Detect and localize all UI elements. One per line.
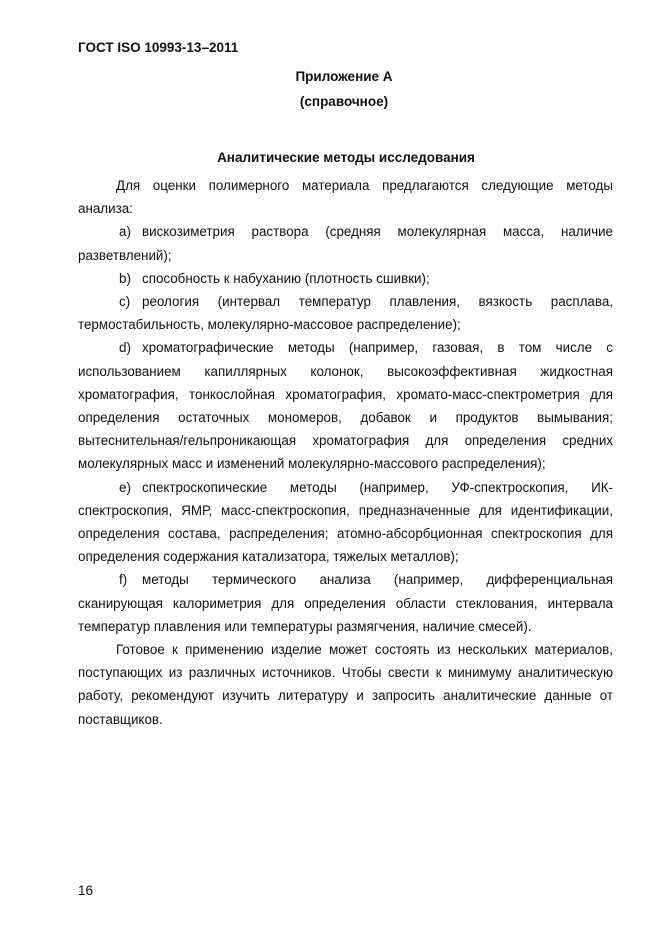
list-marker: f)	[119, 572, 128, 588]
list-item	[78, 290, 613, 336]
list-item	[78, 568, 613, 638]
list-marker: b)	[119, 270, 131, 286]
list-item	[78, 476, 613, 569]
annex-type: (справочное)	[299, 94, 389, 109]
list-marker: d)	[119, 340, 131, 356]
list-marker: e)	[119, 479, 131, 495]
section-title: Аналитические методы исследования	[217, 150, 475, 165]
intro-paragraph: Для оценки полимерного материала предлагаются следующие методы анализа:	[78, 178, 613, 217]
list-item-text: методы термического анализа (например, дифференциальная сканирующая калориметрия для определения области стеклования, интервала температур плавления или температуры размягчения, наличие смесей).	[78, 572, 613, 634]
list-item-text: способность к набуханию (плотность сшивки);	[142, 270, 430, 286]
closing-paragraph: Готовое к применению изделие может состоять из нескольких материалов, поступающих из различных источников. Чтобы свести к минимуму аналитическую работу, рекомендуют изучить литературу и запросить аналитические данные от поставщиков.	[78, 642, 613, 727]
annex-label: Приложение А	[295, 69, 393, 84]
list-marker: a)	[119, 224, 131, 240]
page-number: 16	[78, 883, 94, 898]
document-code: ГОСТ ISO 10993-13–2011	[78, 40, 239, 55]
list-item-text: реология (интервал температур плавления, вязкость расплава, термостабильность, молекулярно-массовое распределение);	[78, 294, 613, 333]
list-marker: c)	[119, 294, 131, 310]
list-item-text: вискозиметрия раствора (средняя молекулярная масса, наличие разветвлений);	[78, 224, 613, 263]
list-item-text: спектроскопические методы (например, УФ-спектроскопия, ИК-спектроскопия, ЯМР, масс-спектроскопия, предназначенные для идентификации, определения состава, распределения; атомно-абсорбционная спектроскопия для определения содержания катализатора, тяжелых металлов);	[78, 479, 613, 565]
list-item	[78, 336, 613, 475]
document-body	[78, 174, 613, 731]
list-item	[78, 220, 613, 266]
list-item	[78, 267, 613, 290]
list-item-text: хроматографические методы (например, газовая, в том числе с использованием капиллярных колонок, высокоэффективная жидкостная хроматография, тонкослойная хроматография, хромато-масс-спектрометрия для определения остаточных мономеров, добавок и продуктов вымывания; вытеснительная/гельпроникающая хроматография для определения средних молекулярных масс и изменений молекулярно-массового распределения);	[78, 340, 613, 472]
